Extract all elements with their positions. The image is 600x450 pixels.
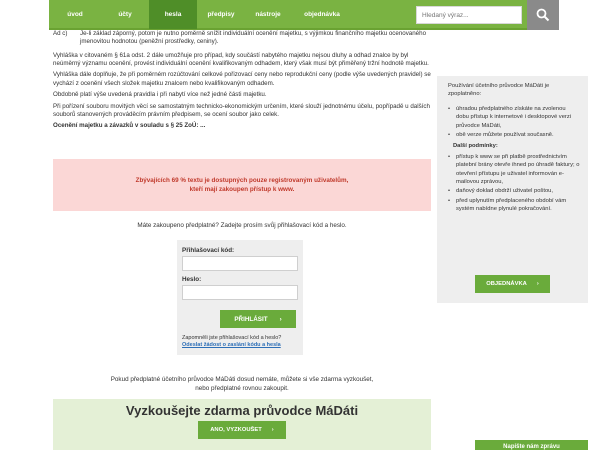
paragraph: Při pořízení souboru movitých věcí se samostatným technicko-ekonomickým určením, které slouží jednotnému účelu, popřípadě u dalších souborů stanovených prováděcím právním předpisem, se ocení soubor jako celek. [53,102,430,118]
contact-button[interactable]: Napište nám zprávu [475,440,588,450]
pricing-sidebar [437,76,588,303]
section-heading: Ocenění majetku a závazků v souladu s § 25 ZoÚ: ... [53,122,206,130]
nav-item-uvod[interactable]: úvod [67,10,83,18]
login-code-label: Přihlašovací kód: [182,247,235,254]
paywall-notice [53,159,431,211]
trial-line: Pokud předplatné účetního průvodce MáDáti dosud nemáte, můžete si vše zdarma vyzkoušet, [110,376,374,383]
article-content [53,30,433,134]
login-button-label: PŘIHLÁSIT [234,315,268,323]
sidebar-intro: Používání účetního průvodce MáDáti je zpoplatněno: [448,83,550,98]
chevron-right-icon: › [279,315,282,323]
nav-item-predpisy[interactable]: předpisy [207,10,235,18]
forgot-link[interactable]: Odeslat žádost o zaslání kódu a hesla [182,342,281,349]
condition-item: • daňový doklad obdrží uživatel poštou, [448,187,580,195]
order-button[interactable] [475,275,550,293]
password-label: Heslo: [182,276,202,283]
nav-item-nastroje[interactable]: nástroje [255,10,281,18]
sidebar-list-item: • obě verze můžete používat současně. [448,131,580,139]
search-button[interactable] [527,0,559,30]
chevron-right-icon: › [271,427,274,433]
search-icon [536,8,550,22]
point-c-text: Je-li základ záporný, potom je nutno poměrně snížit individuální ocenění majetku, s výjimkou finančního majetku ocenovaného jmenovitou hodnotou (peněžní prostředky, ceniny). [80,30,427,46]
trial-banner-title: Vyzkoušejte zdarma průvodce MáDáti [125,403,359,418]
point-c [53,30,433,47]
condition-item: • před uplynutím předplaceného období vám systém nabídne plynulé pokračování. [448,197,580,214]
nav-item-ucty[interactable]: účty [118,10,132,18]
try-free-button[interactable] [198,421,286,439]
order-button-label: OBJEDNÁVKA [486,280,527,287]
paywall-line: kteří mají zakoupen přístup k www. [189,186,295,193]
conditions-list [448,153,580,214]
nav-item-objednavka[interactable]: objednávka [304,10,340,18]
forgot-credentials [182,335,281,349]
try-free-button-label: ANO, VYZKOUŠET [210,427,262,433]
chevron-right-icon: › [536,280,539,287]
point-c-label: Ad c) [53,30,68,37]
search-input[interactable] [416,6,522,24]
trial-banner [53,399,431,450]
nav-item-hesla[interactable]: hesla [149,0,197,29]
paragraph: Obdobně platí výše uvedená pravidla i při nabytí více než jedné části majetku. [53,91,267,99]
password-input[interactable] [182,285,298,300]
paragraph: Vyhláška v citovaném § 61a odst. 2 dále umožňuje pro případ, kdy součástí nabytého majetku nejsou dluhy a odhad znalce by byl neúměrný významu ocenění, provést individuální ocenění kvalifikovaným odhadem, který však musí být přiměřený tržní hodnotě majetku. [53,51,429,68]
login-code-input[interactable] [182,256,298,271]
login-button[interactable] [220,310,296,328]
paragraph: Vyhláška dále doplňuje, že při poměrném rozúčtování celkové pořizovací ceny nebo reprodukční ceny (podle výše uvedených pravidel) se vychází z ocenění všech složek majetku znalcem nebo kvalifikovaným odhadem. [53,71,431,87]
paywall-line: Zbývajících 69 % textu je dostupných pouze registrovaným uživatelům, [135,176,349,184]
forgot-text: Zapomněli jste přihlašovací kód a heslo? [182,335,282,341]
sidebar-subheading: Další podmínky: [453,143,498,150]
sidebar-list-item: • úhradou předplatného získáte na zvolenou dobu přístup k internetové i desktopové verzi průvodce MáDáti, [448,105,580,130]
login-form [177,240,303,355]
sidebar-list [448,105,580,140]
trial-text [53,376,431,394]
trial-line: nebo předplatné rovnou zakoupit. [195,384,289,392]
login-prompt: Máte zakoupeno předplatné? Zadejte prosím svůj přihlašovací kód a heslo. [137,222,347,229]
condition-item: • přístup k www se při platbě prostřednictvím platební brány otevře ihned po úhradě faktury; o otevření přístupu je uživatel informován e-mailovou zprávou, [448,153,580,187]
